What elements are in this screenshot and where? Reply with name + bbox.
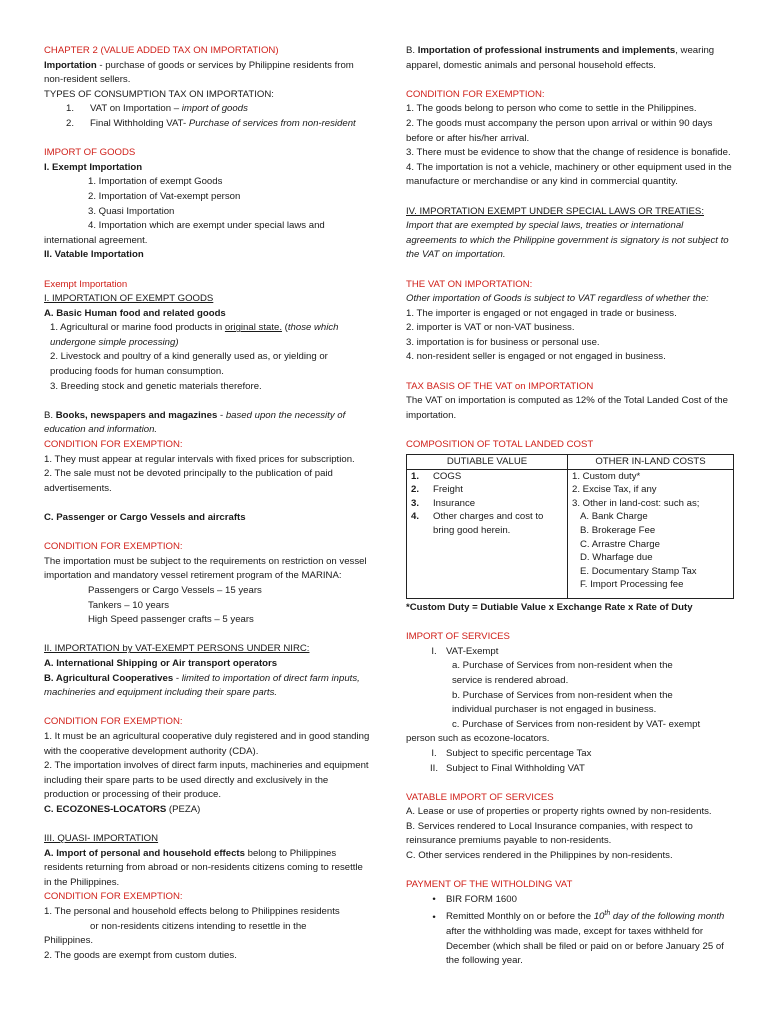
- paragraph: 2. The importation involves of direct farm inputs, machineries and equipment including their spare parts to be used directly and exclusively in the production or processing of their produce.: [44, 760, 369, 801]
- paragraph: 3. Breeding stock and genetic materials therefore.: [50, 380, 262, 392]
- section-heading: IMPORT OF GOODS: [44, 147, 136, 159]
- table-cell: [407, 469, 568, 598]
- section-heading: PAYMENT OF THE WITHOLDING VAT: [406, 879, 573, 891]
- paragraph: The VAT on importation is computed as 12% of the Total Landed Cost of the importation.: [406, 395, 728, 421]
- list-item: 1. Importation of exempt Goods: [88, 176, 223, 188]
- paragraph: 1. The personal and household effects belong to Philippines residents: [44, 906, 340, 918]
- paragraph: Philippines.: [44, 935, 94, 947]
- table-item: 3. Insurance: [411, 497, 476, 509]
- section-heading: IMPORT OF SERVICES: [406, 631, 510, 643]
- paragraph: B. Importation of professional instruments and implements, wearing apparel, domestic animals and personal household effects.: [406, 45, 715, 71]
- paragraph: 2. The goods must accompany the person upon arrival or within 90 days before or after his/her arrival.: [406, 117, 713, 144]
- item-heading: A. International Shipping or Air transport operators: [44, 657, 278, 669]
- section-heading: TAX BASIS OF THE VAT on IMPORTATION: [406, 380, 594, 392]
- subsection-heading: IV. IMPORTATION EXEMPT UNDER SPECIAL LAWS OR TREATIES:: [406, 205, 704, 217]
- paragraph: a. Purchase of Services from non-resident when the: [452, 660, 673, 672]
- paragraph: 1. Agricultural or marine food products in original state. (those which undergone simple processing): [50, 322, 339, 348]
- paragraph: 4. The importation is not a vehicle, machinery or other equipment used in the manufacture or merchandise or any kind in commercial quantity.: [406, 161, 732, 188]
- condition-heading: CONDITION FOR EXEMPTION:: [44, 891, 183, 903]
- paragraph: 1. They must appear at regular intervals with fixed prices for subscription.: [44, 453, 355, 465]
- list-item: • BIR FORM 1600: [406, 893, 732, 908]
- custom-duty-note: *Custom Duty = Dutiable Value x Exchange Rate x Rate of Duty: [406, 601, 693, 613]
- paragraph: B. Books, newspapers and magazines - based upon the necessity of education and information.: [44, 409, 346, 436]
- list-item: Passengers or Cargo Vessels – 15 years: [88, 584, 262, 596]
- subsection-heading: I. IMPORTATION OF EXEMPT GOODS: [44, 293, 214, 305]
- list-item: I. Subject to specific percentage Tax: [431, 747, 592, 759]
- paragraph: A. Lease or use of properties or property rights owned by non-residents.: [406, 806, 712, 818]
- list-item: II. Subject to Final Withholding VAT: [430, 762, 585, 774]
- paragraph: 2. The goods are exempt from custom duties.: [44, 949, 237, 961]
- table-header: OTHER IN-LAND COSTS: [568, 454, 734, 469]
- subsection-heading: III. QUASI- IMPORTATION: [44, 833, 159, 845]
- list-item: I. VAT-Exempt: [431, 645, 499, 657]
- paragraph: C. Other services rendered in the Philippines by non-residents.: [406, 850, 673, 862]
- table-item: bring good herein.: [433, 525, 511, 536]
- table-item: 2. Excise Tax, if any: [572, 484, 657, 496]
- bullet-icon: •: [432, 911, 436, 923]
- exempt-importation-heading: I. Exempt Importation: [44, 161, 143, 173]
- chapter-title: CHAPTER 2 (VALUE ADDED TAX ON IMPORTATION): [44, 45, 279, 56]
- paragraph: 2. Livestock and poultry of a kind generally used as, or yielding or producing foods for human consumption.: [50, 351, 328, 378]
- importation-definition: Importation - purchase of goods or services by Philippine residents from non-resident sellers.: [44, 59, 354, 86]
- type-item: 1. VAT on Importation – import of goods: [66, 103, 248, 115]
- paragraph: B. Services rendered to Local Insurance companies, with respect to reinsurance premiums payable to non-residents.: [406, 820, 693, 847]
- paragraph: b. Purchase of Services from non-resident when the: [452, 689, 673, 701]
- section-heading: Exempt Importation: [44, 278, 128, 290]
- paragraph: A. Import of personal and household effects belong to Philippines residents returning from abroad or non-residents citizens coming to resettle in the Philippines.: [44, 847, 363, 888]
- type-item: 2. Final Withholding VAT- Purchase of services from non-resident: [66, 117, 356, 129]
- list-item: • Remitted Monthly on or before the 10th day of the following month after the withholding was made, except for taxes withheld for December (which shall be filed or paid on or before January 25 of the following year.: [406, 907, 732, 969]
- table-item: B. Brokerage Fee: [580, 525, 656, 536]
- paragraph: service is rendered abroad.: [452, 674, 569, 686]
- list-item-cont: international agreement.: [44, 234, 148, 246]
- paragraph: person such as ecozone-locators.: [406, 733, 550, 745]
- paragraph: 4. non-resident seller is engaged or not engaged in business.: [406, 351, 666, 363]
- condition-heading: CONDITION FOR EXEMPTION:: [44, 716, 183, 728]
- table-item: C. Arrastre Charge: [580, 538, 660, 550]
- paragraph: or non-residents citizens intending to resettle in the: [90, 920, 307, 932]
- section-heading: COMPOSITION OF TOTAL LANDED COST: [406, 439, 594, 451]
- condition-heading: CONDITION FOR EXEMPTION:: [406, 88, 545, 100]
- list-item: 3. Quasi Importation: [88, 205, 175, 217]
- left-column: [44, 44, 370, 963]
- table-item: 3. Other in land-cost: such as;: [572, 497, 700, 509]
- paragraph: 3. importation is for business or personal use.: [406, 336, 600, 348]
- table-cell: [568, 469, 734, 598]
- paragraph: 1. The goods belong to person who come to settle in the Philippines.: [406, 103, 697, 115]
- list-item: Tankers – 10 years: [88, 599, 170, 611]
- paragraph: 2. importer is VAT or non-VAT business.: [406, 322, 575, 334]
- table-item: 1. Custom duty*: [572, 470, 641, 482]
- table-item: 4. Other charges and cost to: [411, 511, 544, 523]
- right-column: [406, 44, 732, 969]
- vatable-importation-heading: II. Vatable Importation: [44, 249, 144, 261]
- paragraph: Other importation of Goods is subject to VAT regardless of whether the:: [406, 293, 709, 305]
- table-item: 1. COGS: [411, 470, 462, 482]
- paragraph: The importation must be subject to the requirements on restriction on vessel importation and mandatory vessel retirement program of the MARINA:: [44, 555, 367, 582]
- list-item: 4. Importation which are exempt under special laws and: [88, 220, 325, 232]
- bullet-icon: •: [432, 893, 436, 905]
- table-item: 2. Freight: [411, 484, 463, 496]
- item-heading: A. Basic Human food and related goods: [44, 307, 226, 319]
- item-heading: C. ECOZONES-LOCATORS (PEZA): [44, 803, 201, 815]
- paragraph: 2. The sale must not be devoted principally to the publication of paid advertisements.: [44, 468, 333, 494]
- section-heading: VATABLE IMPORT OF SERVICES: [406, 791, 554, 803]
- table-item: F. Import Processing fee: [580, 579, 684, 591]
- paragraph: c. Purchase of Services from non-resident by VAT- exempt: [452, 718, 701, 730]
- table-item: E. Documentary Stamp Tax: [580, 565, 697, 577]
- list-item: High Speed passenger crafts – 5 years: [88, 614, 254, 626]
- condition-heading: CONDITION FOR EXEMPTION:: [44, 541, 183, 553]
- paragraph: 3. There must be evidence to show that the change of residence is bonafide.: [406, 147, 731, 159]
- paragraph: B. Agricultural Cooperatives - limited to importation of direct farm inputs, machineries and equipment including their spare parts.: [44, 672, 360, 699]
- subsection-heading: II. IMPORTATION by VAT-EXEMPT PERSONS UNDER NIRC:: [44, 643, 310, 655]
- table-header: DUTIABLE VALUE: [407, 454, 568, 469]
- paragraph: individual purchaser is not engaged in business.: [452, 704, 657, 716]
- types-heading: TYPES OF CONSUMPTION TAX ON IMPORTATION:: [44, 88, 274, 100]
- section-heading: THE VAT ON IMPORTATION:: [406, 278, 533, 290]
- list-item: 2. Importation of Vat-exempt person: [88, 190, 241, 202]
- table-item: A. Bank Charge: [580, 511, 648, 523]
- paragraph: Import that are exempted by special laws, treaties or international agreements to which the Philippine government is signatory is not subject to the VAT on importation.: [406, 220, 729, 261]
- condition-heading: CONDITION FOR EXEMPTION:: [44, 439, 183, 451]
- paragraph: 1. The importer is engaged or not engaged in trade or business.: [406, 307, 677, 319]
- item-heading: C. Passenger or Cargo Vessels and aircrafts: [44, 512, 246, 523]
- paragraph: 1. It must be an agricultural cooperative duly registered and in good standing with the cooperative development authority (CDA).: [44, 730, 370, 757]
- table-item: D. Wharfage due: [580, 552, 653, 564]
- landed-cost-table: [406, 454, 734, 599]
